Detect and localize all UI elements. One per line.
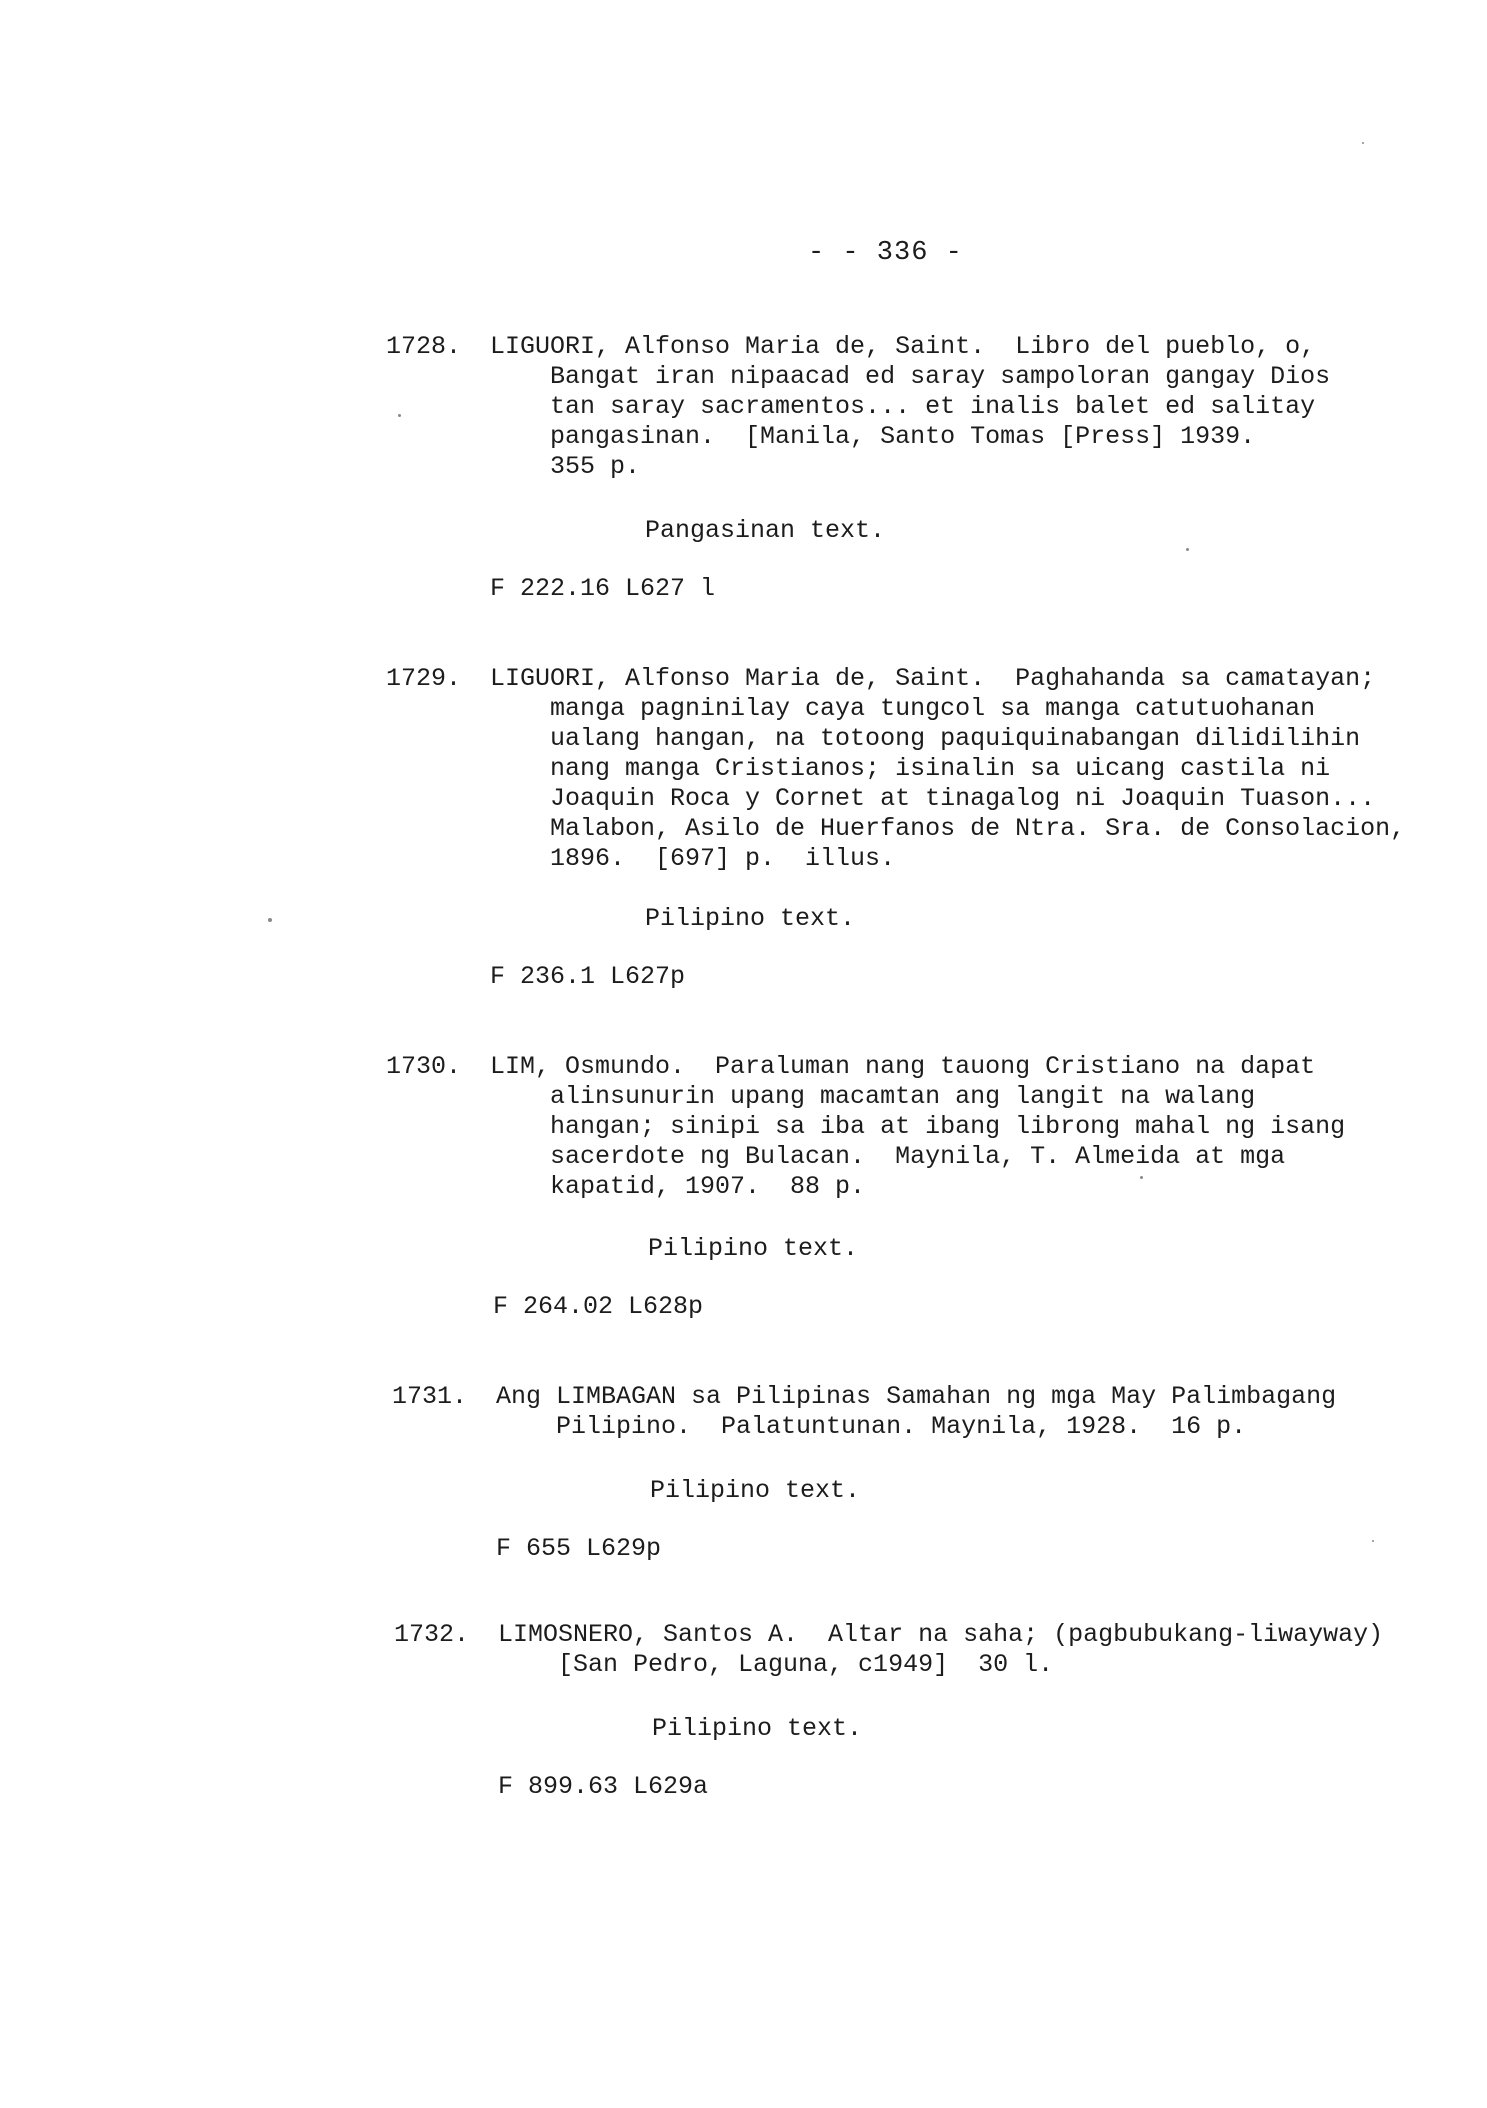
entry-line: [San Pedro, Laguna, c1949] 30 l.: [498, 1650, 1054, 1679]
entry-line: pangasinan. [Manila, Santo Tomas [Press] 1939.: [490, 422, 1256, 451]
scan-speck: [1362, 142, 1364, 144]
entry-line: Pilipino. Palatuntunan. Maynila, 1928. 16 p.: [496, 1412, 1247, 1441]
entry-number: 1729.: [386, 664, 462, 693]
scan-speck: [1186, 548, 1189, 551]
entry-line: kapatid, 1907. 88 p.: [490, 1172, 866, 1201]
entry-line: Joaquin Roca y Cornet at tinagalog ni Joaquin Tuason...: [490, 784, 1376, 813]
entry-line: Malabon, Asilo de Huerfanos de Ntra. Sra. de Consolacion,: [490, 814, 1406, 843]
entry-line: Ang LIMBAGAN sa Pilipinas Samahan ng mga May Palimbagang: [496, 1382, 1337, 1411]
call-number: F 655 L629p: [496, 1534, 662, 1563]
language-note: Pilipino text.: [645, 904, 856, 933]
call-number: F 222.16 L627 l: [490, 574, 716, 603]
entry-line: nang manga Cristianos; isinalin sa uicang castila ni: [490, 754, 1331, 783]
entry-number: 1731.: [392, 1382, 468, 1411]
entry-line: 355 p.: [490, 452, 641, 481]
entry-line: ualang hangan, na totoong paquiquinabangan dilidilihin: [490, 724, 1361, 753]
call-number: F 264.02 L628p: [493, 1292, 704, 1321]
scan-speck: [398, 414, 401, 417]
entry-line: sacerdote ng Bulacan. Maynila, T. Almeida at mga: [490, 1142, 1286, 1171]
entry-line: tan saray sacramentos... et inalis balet ed salitay: [490, 392, 1316, 421]
entry-line: LIGUORI, Alfonso Maria de, Saint. Libro del pueblo, o,: [490, 332, 1316, 361]
language-note: Pilipino text.: [650, 1476, 861, 1505]
language-note: Pilipino text.: [652, 1714, 863, 1743]
entry-line: hangan; sinipi sa iba at ibang librong mahal ng isang: [490, 1112, 1346, 1141]
call-number: F 899.63 L629a: [498, 1772, 709, 1801]
call-number: F 236.1 L627p: [490, 962, 686, 991]
entry-number: 1728.: [386, 332, 462, 361]
language-note: Pilipino text.: [648, 1234, 859, 1263]
scan-speck: [268, 918, 272, 922]
entry-number: 1732.: [394, 1620, 470, 1649]
page-number: - - 336 -: [808, 238, 963, 268]
entry-line: LIMOSNERO, Santos A. Altar na saha; (pagbubukang-liwayway): [498, 1620, 1384, 1649]
entry-number: 1730.: [386, 1052, 462, 1081]
language-note: Pangasinan text.: [645, 516, 886, 545]
entry-line: Bangat iran nipaacad ed saray sampoloran gangay Dios: [490, 362, 1331, 391]
scan-speck: [1372, 1540, 1374, 1542]
scan-speck: [1140, 1176, 1143, 1179]
entry-line: alinsunurin upang macamtan ang langit na walang: [490, 1082, 1256, 1111]
entry-line: manga pagninilay caya tungcol sa manga catutuohanan: [490, 694, 1316, 723]
entry-line: 1896. [697] p. illus.: [490, 844, 896, 873]
entry-line: LIM, Osmundo. Paraluman nang tauong Cristiano na dapat: [490, 1052, 1316, 1081]
entry-line: LIGUORI, Alfonso Maria de, Saint. Paghahanda sa camatayan;: [490, 664, 1376, 693]
